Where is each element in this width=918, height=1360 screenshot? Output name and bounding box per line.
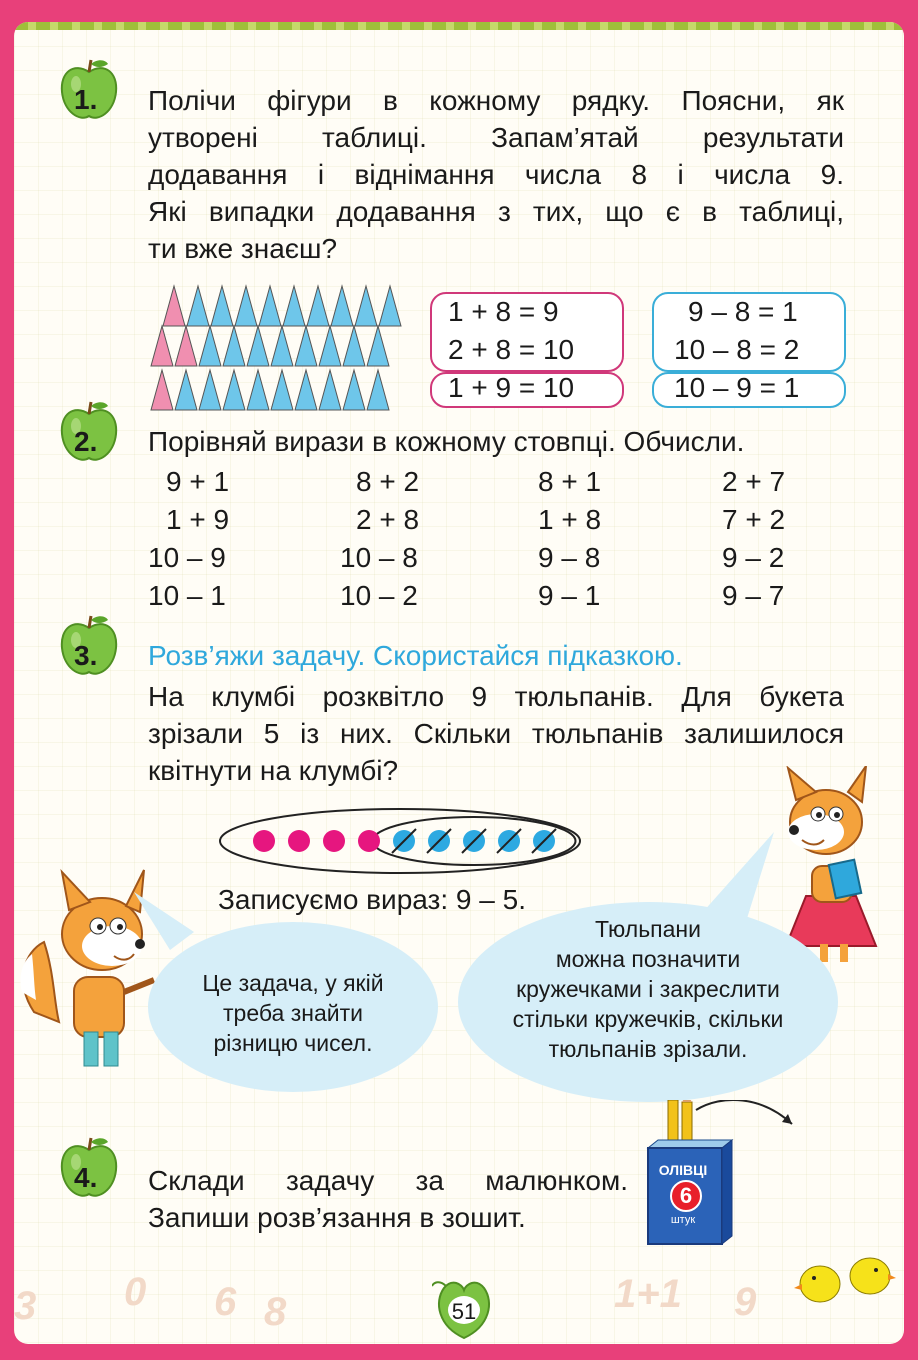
blue-triangle	[187, 286, 209, 326]
task1-line-last: ти вже знаєш?	[148, 233, 338, 264]
expression: 1 + 9	[166, 504, 230, 535]
equation: 1 + 9 = 10	[448, 372, 575, 403]
pink-circle	[323, 830, 345, 852]
blue-triangle	[295, 326, 317, 366]
task4-line-last: Запиши розв’язання в зошит.	[148, 1202, 526, 1233]
blue-triangle	[379, 286, 401, 326]
expression-line: Записуємо вираз: 9 – 5.	[218, 884, 526, 915]
task3-heading: Розв’яжи задачу. Скористайся підказкою.	[148, 640, 683, 671]
task3-line-last: квітнути на клумбі?	[148, 755, 399, 786]
top-border-stripe	[14, 22, 904, 30]
blue-triangle	[235, 286, 257, 326]
triangle-row	[138, 368, 402, 412]
blue-triangle	[199, 370, 221, 410]
bubble-line: Це задача, у якій	[202, 970, 384, 996]
bg-decoration: 3	[14, 1284, 37, 1328]
bubble-line: кружечками і закреслити	[516, 976, 780, 1002]
task4-text	[148, 1162, 628, 1199]
pink-circle	[358, 830, 380, 852]
expression: 8 + 2	[356, 466, 420, 497]
expression: 9 – 8	[538, 542, 601, 573]
task2-instruction: Порівняй вирази в кожному стовпці. Обчисли.	[148, 426, 745, 457]
bg-decoration: 1+1	[614, 1272, 682, 1316]
pink-triangle	[151, 370, 173, 410]
blue-triangle	[283, 286, 305, 326]
expression: 2 + 8	[356, 504, 420, 535]
task1-line: Які випадки додавання з тих, що є в таблиці,	[148, 196, 844, 227]
bubble-line: треба знайти	[223, 1000, 363, 1026]
expression: 9 – 2	[722, 542, 785, 573]
blue-triangle	[367, 370, 389, 410]
equation: 2 + 8 = 10	[448, 334, 575, 365]
blue-triangle	[223, 370, 245, 410]
task1-line: утворені таблиці. Запам’ятай результати	[148, 122, 844, 153]
bubble-line: різницю чисел.	[213, 1030, 373, 1056]
bg-decoration: 0	[124, 1270, 147, 1314]
bubble-left-text	[168, 968, 418, 1058]
expression: 9 – 1	[538, 580, 601, 611]
tulip-circles-diagram	[218, 806, 582, 876]
box-unit: штук	[670, 1214, 696, 1226]
bubble-line: Тюльпани	[595, 916, 701, 942]
blue-triangle	[343, 326, 365, 366]
expression: 10 – 1	[148, 580, 226, 611]
expression: 9 + 1	[166, 466, 230, 497]
task1-text	[148, 82, 844, 230]
blue-triangle	[211, 286, 233, 326]
expression: 10 – 8	[340, 542, 418, 573]
blue-triangle	[247, 326, 269, 366]
expression: 9 – 7	[722, 580, 785, 611]
expression: 1 + 8	[538, 504, 602, 535]
blue-triangle	[319, 370, 341, 410]
task-number: 2.	[74, 426, 98, 457]
bg-decoration: 6	[214, 1280, 237, 1324]
bubble-right-text	[468, 914, 828, 1064]
expression: 7 + 2	[722, 504, 786, 535]
blue-triangle	[247, 370, 269, 410]
textbook-page	[14, 22, 904, 1344]
task-number: 1.	[74, 84, 98, 115]
blue-triangle	[319, 326, 341, 366]
expression: 2 + 7	[722, 466, 786, 497]
equation: 10 – 8 = 2	[674, 334, 800, 365]
blue-triangle	[295, 370, 317, 410]
speech-bubble-tail	[134, 892, 194, 952]
expression: 10 – 2	[340, 580, 418, 611]
chicks-illustration	[790, 1246, 900, 1316]
blue-triangle	[175, 370, 197, 410]
task3-text	[148, 678, 844, 752]
blue-triangle	[331, 286, 353, 326]
task3-line: зрізали 5 із них. Скільки тюльпанів залишилося	[148, 718, 844, 749]
task1-line: додавання і віднімання числа 8 і числа 9.	[148, 159, 844, 190]
task-number: 3.	[74, 640, 98, 671]
equation: 10 – 9 = 1	[674, 372, 800, 403]
task-number: 4.	[74, 1162, 98, 1193]
task3-line: На клумбі розквітло 9 тюльпанів. Для букета	[148, 681, 844, 712]
bg-decoration: 8	[264, 1290, 287, 1334]
blue-triangle	[259, 286, 281, 326]
task4-line: Склади задачу за малюнком.	[148, 1165, 628, 1196]
blue-triangle	[223, 326, 245, 366]
blue-triangle	[367, 326, 389, 366]
bg-decoration: 9	[734, 1280, 757, 1324]
triangle-row	[138, 324, 402, 368]
blue-triangle	[271, 326, 293, 366]
box-count-badge: 6	[670, 1180, 702, 1212]
page-number: 51	[451, 1299, 477, 1324]
pink-circle	[288, 830, 310, 852]
blue-triangle	[355, 286, 377, 326]
equation: 1 + 8 = 9	[448, 296, 559, 327]
equation: 9 – 8 = 1	[688, 296, 798, 327]
pink-circle	[253, 830, 275, 852]
box-label: ОЛІВЦІ	[658, 1162, 708, 1178]
bubble-line: стільки кружечків, скільки	[512, 1006, 784, 1032]
pink-triangle	[163, 286, 185, 326]
bubble-line: тюльпанів зрізали.	[548, 1036, 748, 1062]
bubble-line: можна позначити	[555, 946, 741, 972]
blue-triangle	[271, 370, 293, 410]
blue-triangle	[307, 286, 329, 326]
expression: 10 – 9	[148, 542, 226, 573]
pink-triangle	[175, 326, 197, 366]
triangle-row	[162, 284, 402, 328]
blue-triangle	[343, 370, 365, 410]
task1-line: Полічи фігури в кожному рядку. Поясни, як	[148, 85, 844, 116]
pink-triangle	[151, 326, 173, 366]
expression: 8 + 1	[538, 466, 602, 497]
blue-triangle	[199, 326, 221, 366]
